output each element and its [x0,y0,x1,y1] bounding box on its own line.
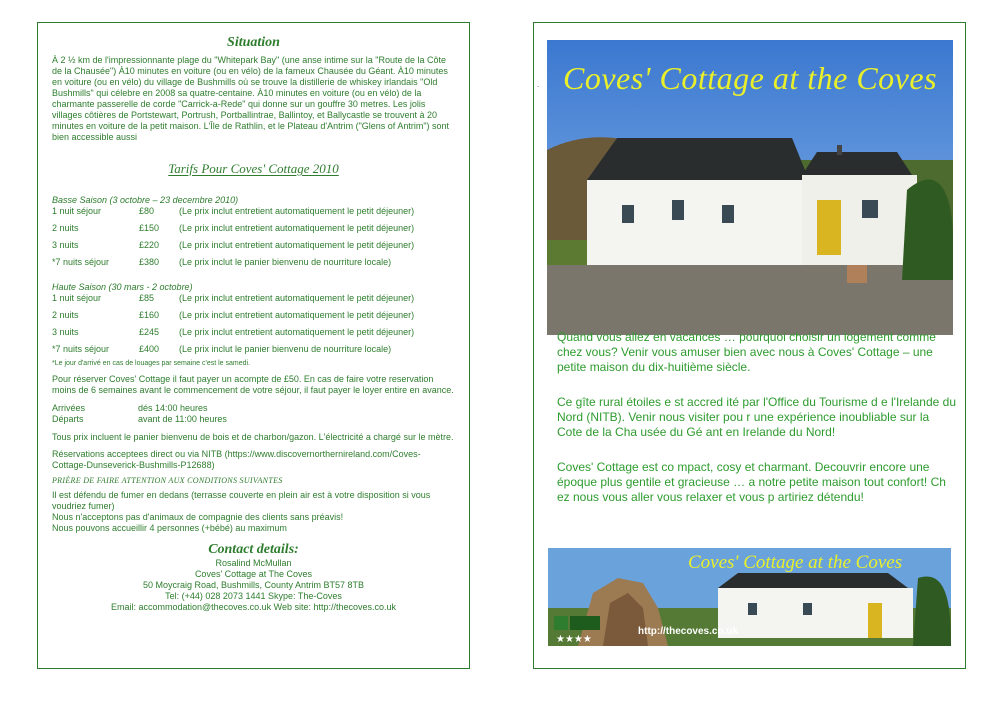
price-row [52,344,455,355]
duration: 2 nuits [52,223,79,233]
price-note: (Le prix inclut entretient automatiquement le petit déjeuner) [179,206,415,216]
contact-cottage: Coves' Cottage at The Coves [194,569,313,579]
contact-phone: Tel: (+44) 028 2073 1441 Skype: The-Coves [165,591,342,601]
price: £400 [139,344,160,354]
arrivals-row [52,403,455,414]
duration: 3 nuits [52,240,79,250]
duration: 1 nuit séjour [52,293,102,303]
charm-paragraph: Coves' Cottage est co mpact, cosy et charmant. Decouvrir encore une époque plus gentile et gracieuse … a notre petite maison tout confort! Ch ez nous vous aller vous relaxer et vous p artiriez détendu! [557,460,946,504]
arrivals-label: Arrivées [52,403,86,413]
price-row [52,206,455,217]
contact-heading: Contact details: [208,542,299,557]
price-row [52,293,455,304]
left-page [37,22,470,669]
duration: 2 nuits [52,310,79,320]
price: £80 [139,206,155,216]
price-note: (Le prix inclut entretient automatiquement le petit déjeuner) [179,293,415,303]
conditions-heading: PRIÈRE DE FAIRE ATTENTION AUX CONDITIONS SUIVANTES [52,476,283,485]
price-row [52,257,455,268]
departures-value: avant de 11:00 heures [138,414,227,424]
price-note: (Le prix inclut entretient automatiquement le petit déjeuner) [179,223,415,233]
condition-item: Nous pouvons accueillir 4 personnes (+bébé) au maximum [52,523,287,533]
saturday-footnote: *Le jour d'arrivé en cas de louages par semaine c'est le samedi. [52,360,251,367]
haute-saison-title: Haute Saison (30 mars - 2 octobre) [52,282,193,292]
price-row [52,310,455,321]
contact-address: 50 Moycraig Road, Bushmills, County Antrim BT57 8TB [142,580,365,590]
price-note: (Le prix inclut le panier bienvenu de nourriture locale) [179,344,392,354]
cottage-photo [547,40,953,335]
arrivals-value: dés 14:00 heures [138,403,208,413]
duration: 1 nuit séjour [52,206,102,216]
price: £85 [139,293,155,303]
duration: *7 nuits séjour [52,257,110,267]
price: £150 [139,223,160,233]
price-note: (Le prix inclut entretient automatiquement le petit déjeuner) [179,240,415,250]
photo-title: Coves' Cottage at the Coves [562,60,938,96]
situation-heading: Situation [227,35,280,50]
reservation-text: Pour réserver Coves' Cottage il faut payer un acompte de £50. En cas de faire votre reservation moins de 6 semaines avant le commencement de votre séjour, il faut payer le loyer entire en avance. [52,374,454,395]
price-note: (Le prix inclut le panier bienvenu de nourriture locale) [179,257,392,267]
included-text: Tous prix incluent le panier bienvenu de bois et de charbon/gazon. L'électricité a chargé sur le mètre. [52,432,454,442]
departures-label: Départs [52,414,84,424]
bookings-text: Réservations acceptees direct ou via NITB (https://www.discovernorthernireland.com/Coves-Cottage-Dunseverick-Bushmills-P12688) [52,449,421,470]
price-row [52,327,455,338]
stray-dot: . [537,80,540,89]
contact-name: Rosalind McMullan [215,558,292,568]
duration: *7 nuits séjour [52,344,110,354]
condition-item: Il est défendu de fumer en dedans (terrasse couverte en plein air est à votre disposition si vous voudriez fumer) [52,490,431,511]
departures-row [52,414,455,425]
banner-photo [548,548,951,646]
price: £160 [139,310,160,320]
intro-paragraph: Quand vous allez en vacances … pourquoi choisir un logement comme chez vous? Venir vous amuser bien avec nous à Coves' Cottage – une petite maison du dix-huitième siècle. [557,330,936,374]
situation-text: À 2 ½ km de l'impressionnante plage du "Whitepark Bay" (une anse intime sur la "Route de la Côte de la Chausée") À10 minutes en voiture (ou en vélo) de la fameux Chausée du Géant. À10 minutes en voiture (ou en vélo) du village de Bushmills où se trouve la distillerie de whiskey irlandais "Old Bushmills" qui célebre en 2008 sa quatre-centaine. À10 minutes en voiture (ou en vélo) de la charmante passerelle de corde "Carrick-a-Rede" qui donne sur un gouffre 30 metres. Les jolis villages côtières de Portstewart, Portrush, Portballintrae, Ballintoy, et Ballycastle se trouvent à 20 minutes en voiture de la petit maison. L'Île de Rathlin, et le Plateau d'Antrim ("Glens of Antrim") sont bien accessible aussi [52,55,450,142]
price-note: (Le prix inclut entretient automatiquement le petit déjeuner) [179,310,415,320]
duration: 3 nuits [52,327,79,337]
price-row [52,223,455,234]
condition-item: Nous n'acceptons pas d'animaux de compagnie des clients sans préavis! [52,512,344,522]
tarifs-heading: Tarifs Pour Coves' Cottage 2010 [168,161,339,176]
price-note: (Le prix inclut entretient automatiquement le petit déjeuner) [179,327,415,337]
price: £220 [139,240,160,250]
price: £245 [139,327,160,337]
price-row [52,240,455,251]
banner-title: Coves' Cottage at the Coves [688,552,903,573]
contact-email: Email: accommodation@thecoves.co.uk Web site: http://thecoves.co.uk [110,602,397,612]
website-link[interactable]: http://thecoves.co.uk [638,626,739,637]
price: £380 [139,257,160,267]
right-page [533,22,966,669]
stars-text: ★★★★ [556,634,592,645]
rating-paragraph: Ce gîte rural étoiles e st accred ité par l'Office du Tourisme d e l'Irelande du Nord (NITB). Venir nous visiter pou r une expérience inoubliable sur la Cote de la Cha usée du Gé ant en Irelande du Nord! [557,395,957,439]
basse-saison-title: Basse Saison (3 octobre – 23 decembre 2010) [52,195,239,205]
contact-block [52,558,455,613]
